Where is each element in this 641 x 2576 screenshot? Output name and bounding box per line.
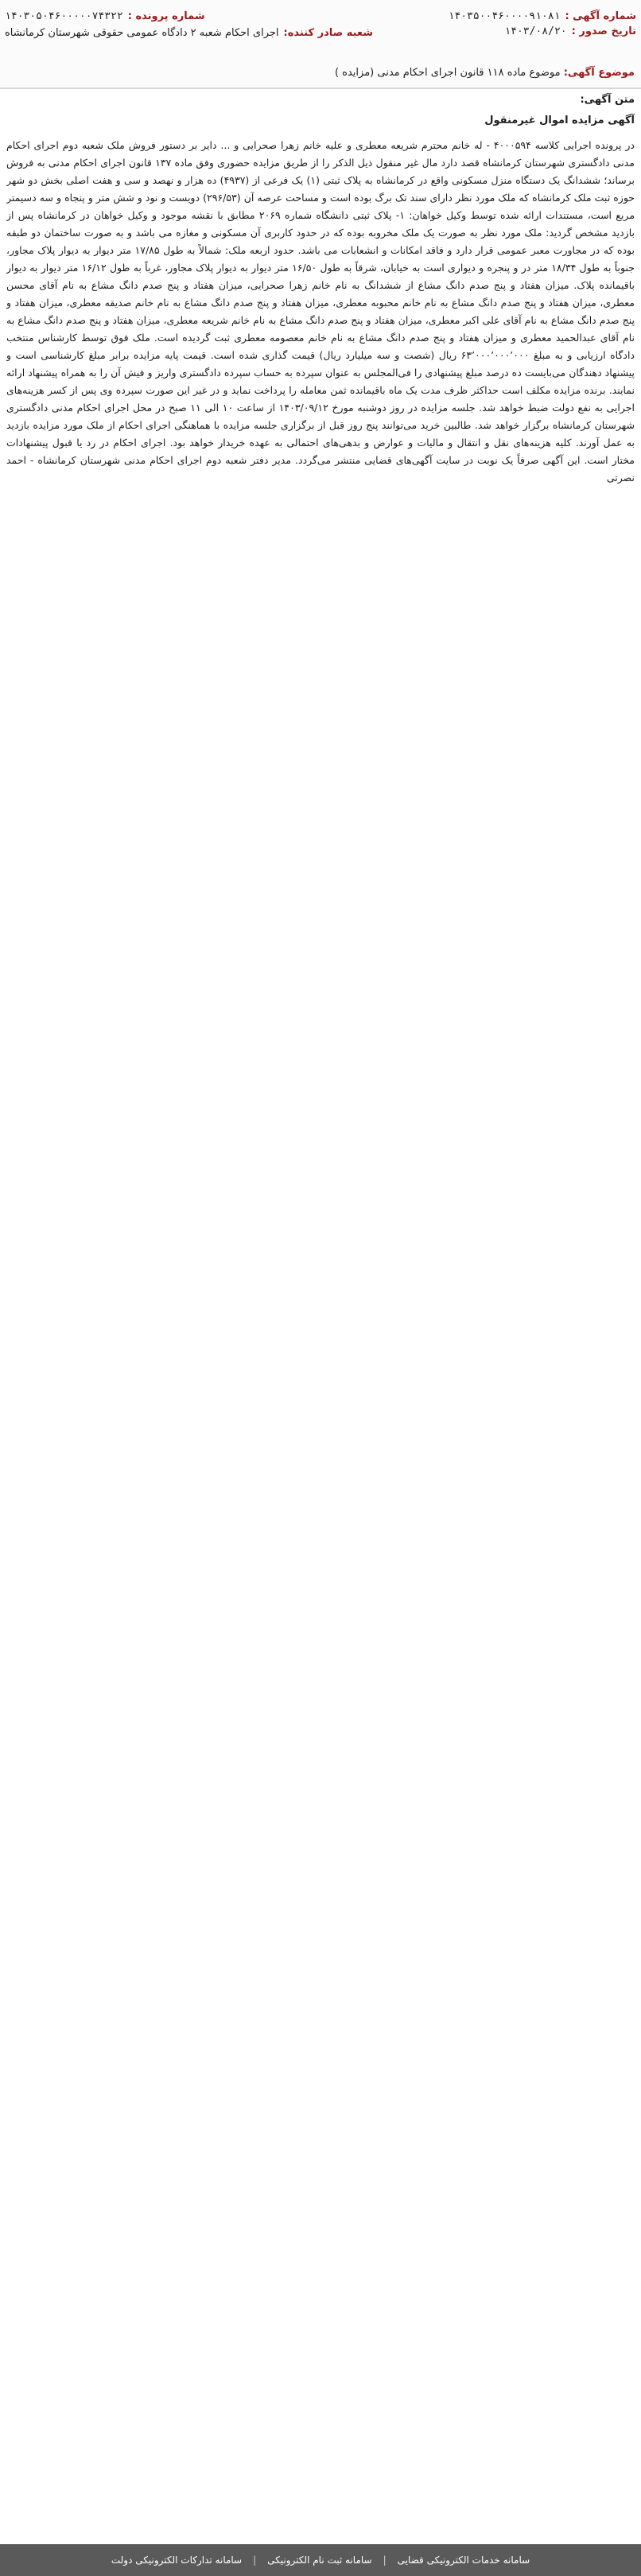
header-row-meta	[5, 25, 636, 64]
header-row-ids	[5, 5, 636, 27]
subject-label: موضوع آگهی:	[563, 67, 635, 79]
notice-number	[449, 10, 636, 22]
text-label: متن آگهی:	[580, 94, 635, 106]
footer-link-registration[interactable]: سامانه ثبت نام الکترونیکی	[267, 2555, 372, 2566]
notice-body: در پرونده اجرایی کلاسه ۴۰۰۰۵۹۴ - له خانم محترم شریعه معطری و علیه خانم زهرا صحرایی و ... دایر بر دستور فروش ملک شعبه دوم اجرای احکام مدنی دادگستری شهرستان کرمانشاه قصد دارد مال غیر منقول ذیل الذکر را از طریق مزایده حضوری وفق ماده ۱۳۷ قانون اجرای احکام مدنی به فروش برساند؛ ششدانگ یک دستگاه منزل مسکونی واقع در کرمانشاه به پلاک ثبتی (۱) یک فرعی از (۴۹۳۷) ده هزار و نهصد و سی و هفت اصلی بخش دو شهر حوزه ثبت ملک کرمانشاه که ملک مورد نظر دارای سند تک برگ بوده است و مساحت عرصه آن (۲۹۶/۵۳) دویست و نود و شش متر و پنجاه و سه دسیمتر مربع است، مستندات ارائه شده توسط وکیل خواهان: ۱- پلاک ثبتی دانشگاه شماره ۲۰۶۹ مطابق با نقشه موجود و وکیل خواهان در کرمانشاه پس از بازدید مشخص گردید: ملک مورد نظر به صورت یک ملک مخروبه بوده که در حدود کاربری آن مسکونی و مغازه می باشد و به صورت ساختمان دو طبقه بوده که در مجاورت معبر عمومی قرار دارد و فاقد امکانات و انشعابات می باشد. حدود اربعه ملک: شمالاً به طول ۱۷/۸۵ متر دیوار به دیوار پلاک مجاور، جنوباً به طول ۱۸/۳۴ متر در و پنجره و دیواری است به خیابان، شرقاً به طول ۱۶/۵۰ متر دیوار به دیوار پلاک مجاور، غرباً به طول ۱۶/۱۲ متر دیوار به دیوار باقیمانده پلاک. میزان هفتاد و پنج صدم دانگ مشاع از ششدانگ به نام خانم زهرا صحرایی، میزان هفتاد و پنج صدم دانگ مشاع به نام آقای محسن معطری، میزان هفتاد و پنج صدم دانگ مشاع به نام خانم محبوبه معطری، میزان هفتاد و پنج صدم دانگ مشاع به نام خانم صدیقه معطری، میزان هفتاد و پنج صدم دانگ مشاع به نام آقای علی اکبر معطری، میزان هفتاد و پنج صدم دانگ مشاع به نام خانم شریعه معطری، میزان هفتاد و پنج صدم دانگ مشاع به نام آقای عبدالحمید معطری و میزان هفتاد و پنج صدم دانگ مشاع به نام خانم معصومه معطری ثبت گردیده است. ملک فوق توسط کارشناس منتخب دادگاه ارزیابی و به مبلغ ۶۳٬۰۰۰٬۰۰۰٬۰۰۰ ریال (شصت و سه میلیارد ریال) قیمت گذاری شده است. قیمت پایه مزایده برابر مبلغ کارشناسی است و پیشنهاد دهندگان می‌بایست ده درصد مبلغ پیشنهادی را فی‌المجلس به عنوان سپرده به حساب سپرده دادگستری واریز و فیش آن را به همراه پیشنهاد ارائه نمایند. برنده مزایده مکلف است حداکثر ظرف مدت یک ماه باقیمانده ثمن معامله را پرداخت نماید و در غیر این صورت سپرده وی پس از کسر هزینه‌های اجرایی به نفع دولت ضبط خواهد شد. جلسه مزایده در روز دوشنبه مورخ ۱۴۰۳/۰۹/۱۲ از ساعت ۱۰ الی ۱۱ صبح در محل اجرای احکام مدنی دادگستری شهرستان کرمانشاه برگزار خواهد شد. طالبین خرید می‌توانند پنج روز قبل از برگزاری جلسه مزایده با هماهنگی اجرای احکام از ملک مورد مزایده بازدید به عمل آورند. کلیه هزینه‌های نقل و انتقال و مالیات و عوارض و بدهی‌های احتمالی به عهده خریدار خواهد بود. اجرای احکام در رد یا قبول پیشنهادات مختار است. این آگهی صرفاً یک نوبت در سایت آگهی‌های قضایی منتشر می‌گردد. مدیر دفتر شعبه دوم اجرای احکام مدنی شهرستان کرمانشاه - احمد نصرتی	[6, 139, 635, 484]
notice-number-value: ۱۴۰۳۵۰۰۴۶۰۰۰۰۹۱۰۸۱	[448, 10, 561, 22]
issue-date-value: ۱۴۰۳/۰۸/۲۰	[504, 25, 567, 37]
issue-date	[504, 25, 636, 37]
issuing-branch-value: اجرای احکام شعبه ۲ دادگاه عمومی حقوقی شهرستان کرمانشاه	[5, 27, 279, 39]
issuing-branch	[5, 25, 373, 41]
subject-value: موضوع ماده ۱۱۸ قانون اجرای احکام مدنی (مزایده )	[334, 67, 561, 79]
notice-text-label-row	[580, 94, 635, 106]
issue-date-label: تاریخ صدور :	[571, 25, 636, 37]
footer-separator: |	[383, 2555, 387, 2566]
auction-title: آگهی مزایده اموال غیرمنقول	[484, 115, 635, 126]
footer-link-procurement[interactable]: سامانه تدارکات الکترونیکی دولت	[111, 2555, 243, 2566]
case-number-value: ۱۴۰۳۰۵۰۴۶۰۰۰۰۰۷۴۳۲۲	[5, 10, 123, 22]
footer-separator: |	[253, 2555, 257, 2566]
footer-link-judicial-services[interactable]: سامانه خدمات الکترونیکی قضایی	[397, 2555, 530, 2566]
case-number-label: شماره پرونده :	[127, 10, 205, 22]
notice-subject	[6, 67, 635, 79]
site-footer	[0, 2544, 641, 2576]
notice-number-label: شماره آگهی :	[565, 10, 636, 22]
case-number	[5, 10, 205, 22]
issuing-branch-label: شعبه صادر کننده:	[283, 27, 374, 39]
